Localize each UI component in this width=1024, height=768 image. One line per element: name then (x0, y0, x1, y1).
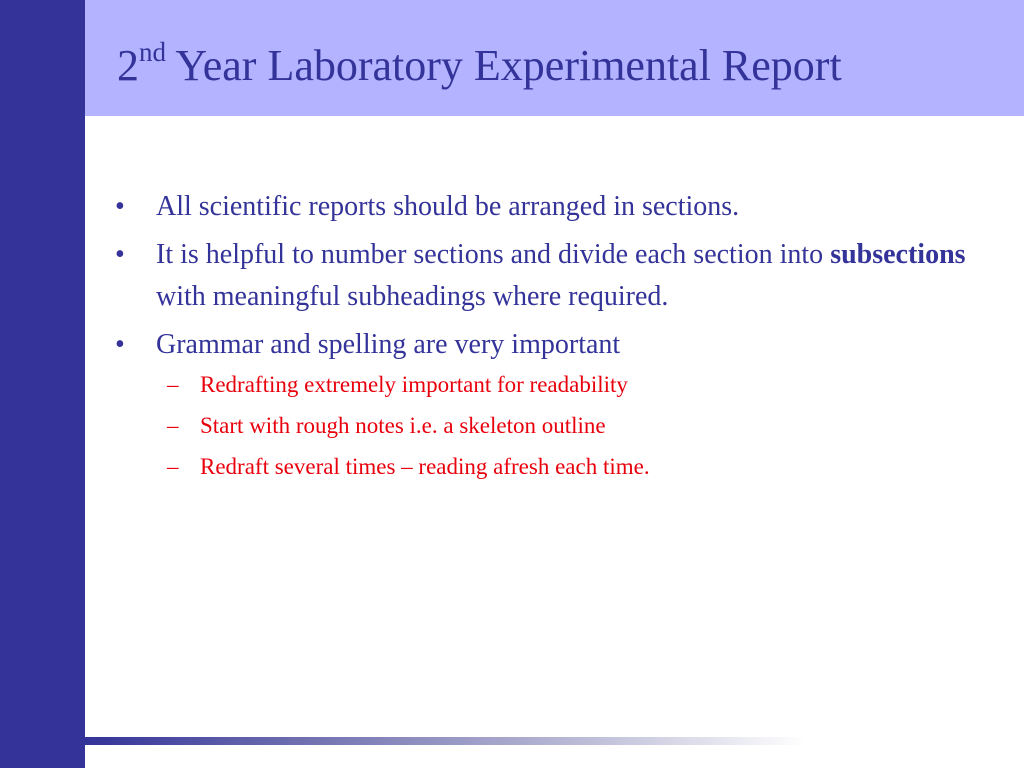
bullet-text: Grammar and spelling are very important (156, 329, 621, 360)
sub-bullet-marker: – (167, 454, 179, 479)
sub-bullet-text: Redraft several times – reading afresh each time. (200, 454, 650, 479)
bullet-marker: • (115, 191, 125, 222)
bullet-text-continued: with meaningful subheadings where required. (156, 281, 669, 312)
sub-bullet-item-2 (115, 410, 995, 442)
bullet-item-3 (115, 324, 995, 366)
sub-bullet-marker: – (167, 372, 179, 397)
title-superscript: nd (139, 37, 166, 68)
footer-gradient-line (85, 737, 805, 745)
bullet-marker: • (115, 329, 125, 360)
slide-title (117, 37, 842, 92)
sub-bullet-item-3 (115, 451, 995, 483)
sub-bullet-list (115, 369, 995, 483)
sub-bullet-marker: – (167, 413, 179, 438)
sub-bullet-text: Start with rough notes i.e. a skeleton outline (200, 413, 606, 438)
bullet-item-2 (115, 234, 995, 318)
left-accent-bar (0, 0, 85, 768)
sub-bullet-item-1 (115, 369, 995, 401)
title-text: Year Laboratory Experimental Report (166, 41, 842, 90)
sub-bullet-text: Redrafting extremely important for readability (200, 372, 628, 397)
bullet-bold-term: subsections (830, 239, 966, 270)
bullet-text: All scientific reports should be arranged in sections. (156, 191, 740, 222)
bullet-item-1 (115, 186, 995, 228)
bullet-text: It is helpful to number sections and divide each section into (156, 239, 831, 270)
title-number: 2 (117, 41, 139, 90)
slide-content (115, 186, 995, 492)
bullet-marker: • (115, 239, 125, 270)
